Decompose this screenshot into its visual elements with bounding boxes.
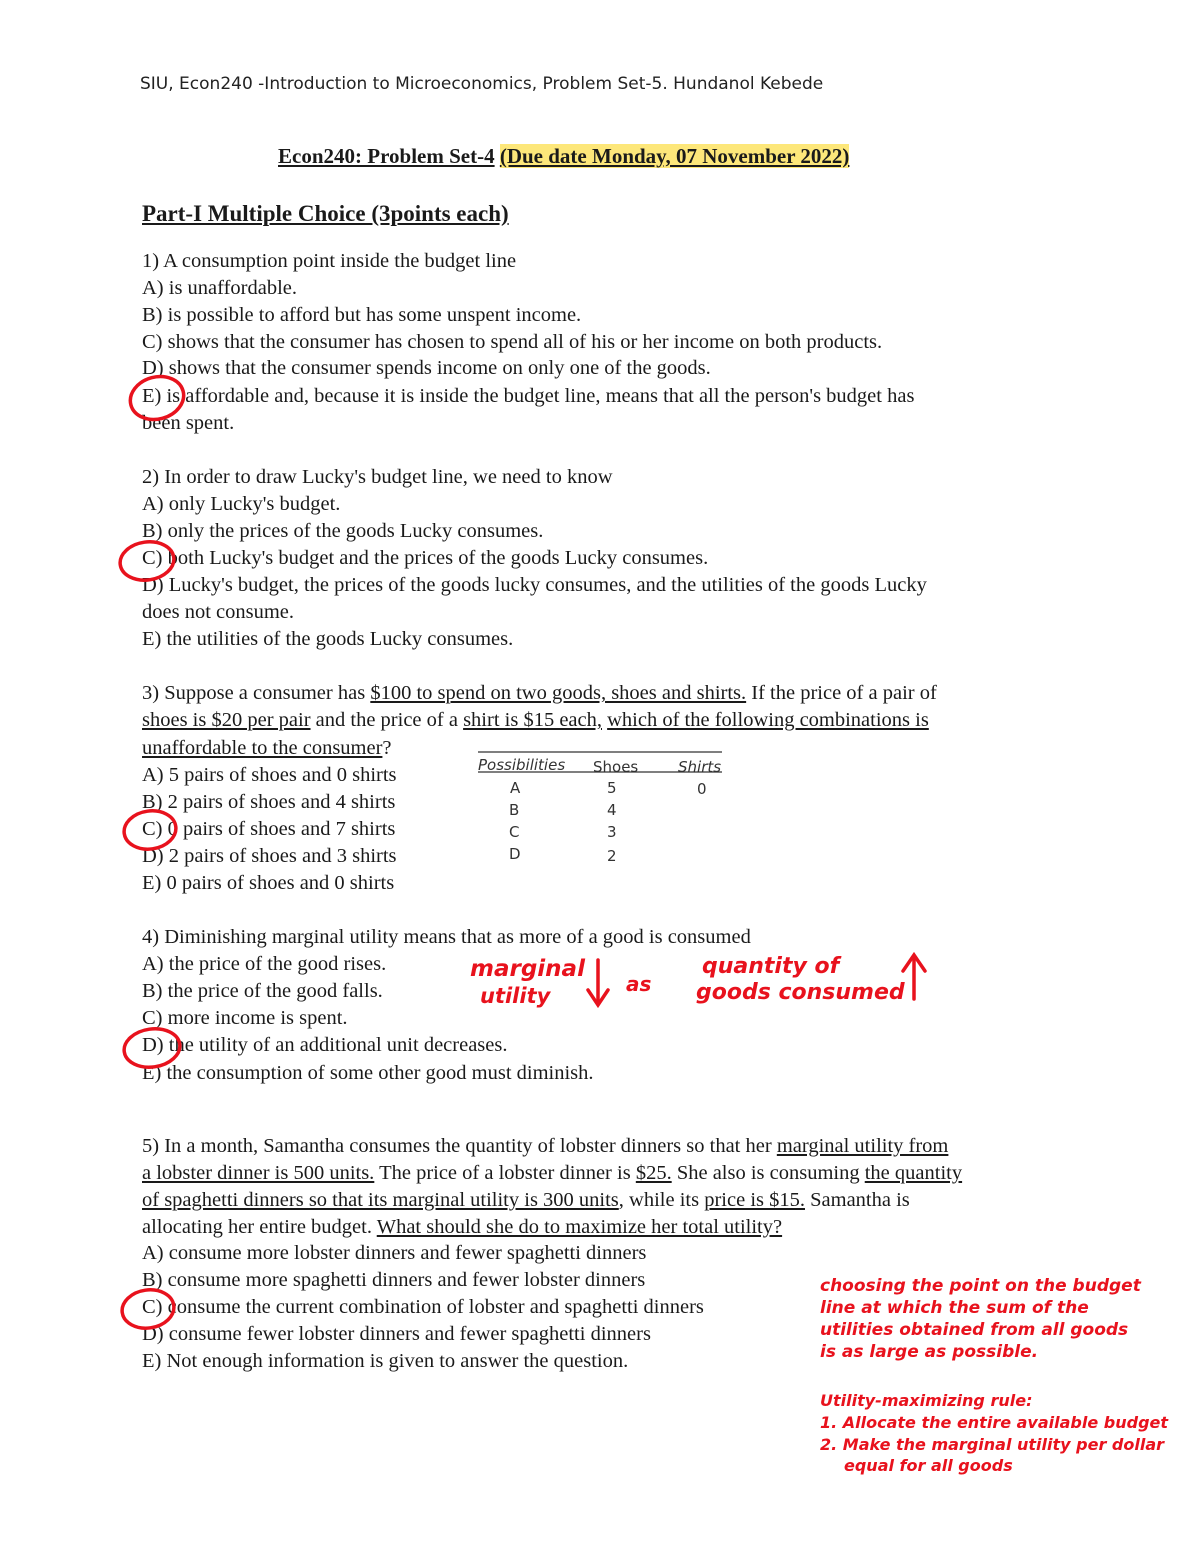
q4-option-b: B) the price of the good falls. bbox=[142, 980, 383, 1002]
q5-underlined-text: What should she do to maximize her total utility? bbox=[376, 1216, 783, 1238]
q5-text: The price of a lobster dinner is bbox=[374, 1162, 636, 1184]
q5-option-e: E) Not enough information is given to answer the question. bbox=[142, 1350, 629, 1372]
q1-stem: 1) A consumption point inside the budget line bbox=[142, 250, 517, 272]
table-cell: A bbox=[510, 779, 521, 797]
q5-option-b: B) consume more spaghetti dinners and fewer lobster dinners bbox=[142, 1269, 646, 1291]
table-cell: C bbox=[509, 823, 520, 841]
answer-circle-q2 bbox=[118, 538, 177, 583]
q1-option-a: A) is unaffordable. bbox=[142, 277, 298, 299]
q2-option-b: B) only the prices of the goods Lucky consumes. bbox=[142, 520, 544, 542]
q3-underlined-text: unaffordable to the consumer bbox=[142, 737, 383, 759]
q5-underlined-text: price is $15. bbox=[704, 1189, 805, 1211]
table-cell: 0 bbox=[697, 780, 707, 798]
note-line: choosing the point on the budget bbox=[820, 1276, 1141, 1296]
q3-underlined-text: $100 to spend on two goods, shoes and shirts. bbox=[370, 682, 747, 704]
q5-text: allocating her entire budget. bbox=[142, 1216, 377, 1238]
q5-option-d: D) consume fewer lobster dinners and fewer spaghetti dinners bbox=[142, 1323, 651, 1345]
q1-option-e: E) is affordable and, because it is inside the budget line, means that all the person's budget has bbox=[142, 385, 915, 407]
q4-stem: 4) Diminishing marginal utility means that as more of a good is consumed bbox=[142, 926, 751, 948]
q3-option-d: D) 2 pairs of shoes and 3 shirts bbox=[142, 845, 397, 867]
q3-option-c: C) 0 pairs of shoes and 7 shirts bbox=[142, 818, 396, 840]
note-utility: utility bbox=[480, 984, 551, 1008]
q2-option-d-cont: does not consume. bbox=[142, 601, 295, 623]
table-cell: 4 bbox=[607, 801, 617, 819]
q2-option-e: E) the utilities of the goods Lucky consumes. bbox=[142, 628, 514, 650]
q4-option-c: C) more income is spent. bbox=[142, 1007, 348, 1029]
q2-option-a: A) only Lucky's budget. bbox=[142, 493, 341, 515]
answer-circle-q3 bbox=[122, 808, 179, 853]
table-cell: 3 bbox=[607, 823, 617, 841]
q3-text: and the price of a bbox=[310, 709, 464, 731]
table-header-possibilities: Possibilities bbox=[478, 756, 566, 774]
q3-underlined-text: shoes is $20 per pair bbox=[142, 709, 311, 731]
table-lines bbox=[478, 752, 722, 772]
table-header-shirts: Shirts bbox=[678, 758, 722, 776]
q1-option-c: C) shows that the consumer has chosen to spend all of his or her income on both products. bbox=[142, 331, 883, 353]
note-goods-consumed: goods consumed bbox=[696, 980, 905, 1005]
answer-circle-q5 bbox=[120, 1287, 177, 1332]
q5-text: Samantha is bbox=[805, 1189, 910, 1211]
q2-option-d: D) Lucky's budget, the prices of the goods lucky consumes, and the utilities of the goods Lucky bbox=[142, 574, 927, 596]
q3-option-a: A) 5 pairs of shoes and 0 shirts bbox=[142, 764, 397, 786]
q1-option-e-cont: been spent. bbox=[142, 412, 235, 434]
arrow-up-icon bbox=[903, 955, 925, 999]
q5-option-a: A) consume more lobster dinners and fewer spaghetti dinners bbox=[142, 1242, 647, 1264]
q3-option-b: B) 2 pairs of shoes and 4 shirts bbox=[142, 791, 396, 813]
q3-text: If the price of a pair of bbox=[746, 682, 937, 704]
answer-circle-q4 bbox=[122, 1025, 183, 1070]
q4-option-e: E) the consumption of some other good must diminish. bbox=[142, 1062, 594, 1084]
rule-item: 1. Allocate the entire available budget bbox=[820, 1413, 1169, 1432]
part-title: Part-I Multiple Choice (3points each) bbox=[142, 201, 509, 226]
page-header: SIU, Econ240 -Introduction to Microeconomics, Problem Set-5. Hundanol Kebede bbox=[140, 74, 824, 94]
q5-text: She also is consuming bbox=[671, 1162, 865, 1184]
note-quantity: quantity of bbox=[702, 954, 840, 979]
q5-underlined-text: of spaghetti dinners so that its marginal utility is 300 units bbox=[142, 1189, 619, 1211]
q3-text: ? bbox=[382, 737, 392, 759]
q4-option-a: A) the price of the good rises. bbox=[142, 953, 387, 975]
q2-option-c: C) both Lucky's budget and the prices of the goods Lucky consumes. bbox=[142, 547, 709, 569]
q3-option-e: E) 0 pairs of shoes and 0 shirts bbox=[142, 872, 395, 894]
q1-option-b: B) is possible to afford but has some unspent income. bbox=[142, 304, 582, 326]
answer-circle-q1 bbox=[125, 371, 188, 426]
table-cell: D bbox=[509, 845, 521, 863]
q5-underlined-text: $25. bbox=[635, 1162, 672, 1184]
q1-option-d: D) shows that the consumer spends income on only one of the goods. bbox=[142, 357, 711, 379]
note-marginal: marginal bbox=[470, 956, 585, 982]
table-cell: 2 bbox=[607, 847, 617, 865]
rule-title: Utility-maximizing rule: bbox=[820, 1391, 1033, 1410]
q2-stem: 2) In order to draw Lucky's budget line, we need to know bbox=[142, 466, 613, 488]
arrow-down-icon bbox=[588, 960, 608, 1005]
q5-option-c: C) consume the current combination of lobster and spaghetti dinners bbox=[142, 1296, 704, 1318]
q3-underlined-text: which of the following combinations is bbox=[607, 709, 929, 731]
q5-text: 5) In a month, Samantha consumes the quantity of lobster dinners so that her bbox=[142, 1135, 777, 1157]
rule-item: 2. Make the marginal utility per dollar bbox=[820, 1435, 1164, 1454]
note-as: as bbox=[626, 972, 652, 996]
rule-item: equal for all goods bbox=[844, 1456, 1013, 1475]
note-line: line at which the sum of the bbox=[820, 1298, 1089, 1318]
q4-option-d: D) the utility of an additional unit decreases. bbox=[142, 1034, 508, 1056]
note-line: is as large as possible. bbox=[820, 1342, 1039, 1362]
q5-text: , while its bbox=[618, 1189, 705, 1211]
table-cell: 5 bbox=[607, 779, 617, 797]
q5-underlined-text: marginal utility from bbox=[776, 1135, 949, 1157]
q5-underlined-text: a lobster dinner is 500 units. bbox=[142, 1162, 375, 1184]
table-cell: B bbox=[509, 801, 520, 819]
q5-underlined-text: the quantity bbox=[864, 1162, 963, 1184]
table-header-shoes: Shoes bbox=[593, 758, 639, 776]
note-line: utilities obtained from all goods bbox=[820, 1320, 1129, 1340]
title-main: Econ240: Problem Set-4 bbox=[278, 144, 495, 168]
q3-text: 3) Suppose a consumer has bbox=[142, 682, 371, 704]
title-due-date: (Due date Monday, 07 November 2022) bbox=[499, 144, 850, 168]
q3-underlined-text: shirt is $15 each, bbox=[463, 709, 602, 731]
